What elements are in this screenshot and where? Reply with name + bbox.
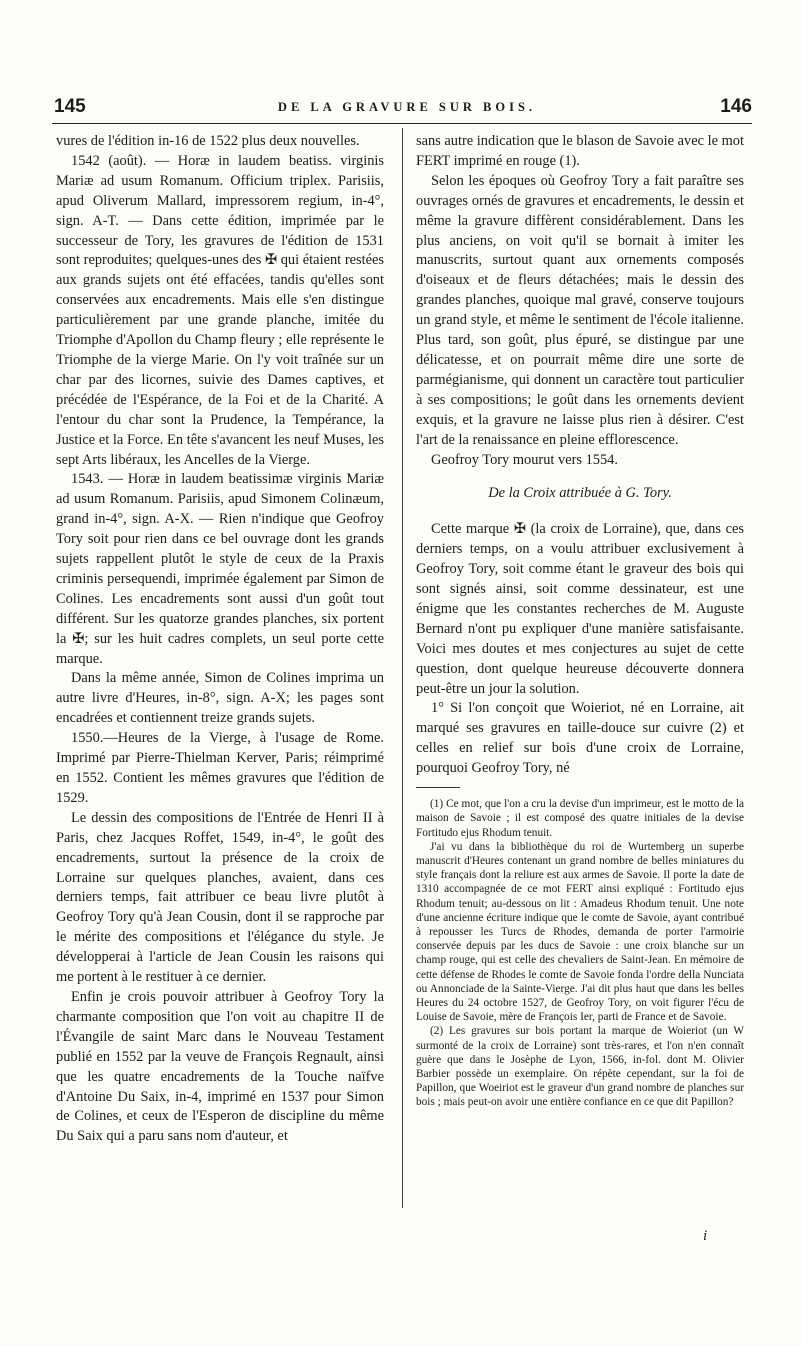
column-divider (402, 128, 403, 1208)
paragraph: Geofroy Tory mourut vers 1554. (431, 451, 618, 468)
page-header (52, 96, 752, 122)
paragraph: Dans la même année, Simon de Colines imprima un autre livre d'Heures, in-8°, sign. A-X; les pages sont encadrées et contiennent treize grands sujets. (56, 670, 384, 727)
section-heading (416, 484, 744, 504)
left-column (56, 132, 384, 1147)
footnote-rule (416, 787, 460, 788)
signature-mark: i (703, 1228, 708, 1244)
footnote: (1) Ce mot, que l'on a cru la devise d'un imprimeur, est le motto de la maison de Savoie ; il est composé des quatre initiales de la devise Fortitudo ejus Rhodum tenuit. (416, 798, 744, 839)
right-column (416, 132, 744, 1110)
paragraph: sans autre indication que le blason de Savoie avec le mot FERT imprimé en rouge (1). (416, 133, 744, 169)
paragraph: 1550.—Heures de la Vierge, à l'usage de Rome. Imprimé par Pierre-Thielman Kerver, Paris; réimprimé en 1552. Contient les mêmes gravures que l'édition de 1529. (56, 730, 384, 806)
paragraph: vures de l'édition in-16 de 1522 plus deux nouvelles. (56, 133, 360, 149)
paragraph: 1542 (août). — Horæ in laudem beatiss. virginis Mariæ ad usum Romanum. Officium triplex. Parisiis, apud Oliverum Mallard, impressorem regium, in-4°, sign. A-T. — Dans cette édition, imprimée par le successeur de Tory, les gravures de l'édition de 1531 sont reproduites; quelques-unes des ✠ qui étaient restées aux grands sujets ont été effacées, tandis qu'elles sont conservées aux encadrements. Mais elle s'en distingue particulièrement par une grande planche, imitée du Triomphe d'Apollon du Champ fleury ; elle représente le Triomphe de la vierge Marie. On l'y voit traînée sur un char par des licornes, suivie des Dames captives, et précédée de l'Espérance, de la Foi et de la Charité. A l'entour du char sont la Prudence, la Tempérance, la Justice et la Force. En tête s'avancent les neuf Muses, les sept Arts libéraux, les Ancelles de la Vierge. (56, 152, 384, 468)
section-heading-text: De la Croix attribuée à G. Tory. (488, 485, 672, 502)
running-title: DE LA GRAVURE SUR BOIS. (277, 100, 537, 114)
footnote: J'ai vu dans la bibliothèque du roi de Wurtemberg un superbe manuscrit d'Heures contenant un grand nombre de belles miniatures du style français dont la reliure est aux armes de Savoie. Il porte la date de 1310 accompagnée de ce mot FERT ainsi expliqué : Fortitudo ejus Rhodum tenuit; au-dessous on lit : Amadeus Rhodum tenuit. Une note d'une ancienne écriture indique que le comte de Savoie, ayant contribué à repousser les Turcs de Rhodes, demanda de porter l'armoirie conservée depuis par les ducs de Savoie : une croix blanche sur un champ rouge, qui est celle des chevaliers de Saint-Jean. En mémoire de cette défense de Rhodes le comte de Savoie fonda l'ordre della Nunciata ou Annonciade de la Sainte-Vierge. J'ai dit plus haut que dans les belles Heures du 24 octobre 1527, de Geofroy Tory, on voit figurer l'écu de Louise de Savoie, mère de François Ier, parti de France et de Savoie. (416, 840, 744, 1024)
footnotes (416, 797, 744, 1109)
header-rule (52, 123, 752, 124)
footnote: (2) Les gravures sur bois portant la marque de Woieriot (un W surmonté de la croix de Lorraine) sont très-rares, et l'on n'en connaît guère que dans le Josèphe de Lyon, 1566, in-fol. dont M. Olivier Barbier possède un exemplaire. On répète cependant, sur la foi de Papillon, que Woeiriot est le graveur d'un grand nombre de planches sur bois ; mais peut-on avoir une entière confiance en ce que dit Papillon? (416, 1025, 744, 1109)
paragraph: 1° Si l'on conçoit que Woieriot, né en Lorraine, ait marqué ses gravures en taille-douce sur cuivre (2) et celles en relief sur bois d'une croix de Lorraine, pourquoi Geofroy Tory, né (416, 700, 744, 777)
paragraph: Cette marque ✠ (la croix de Lorraine), que, dans ces derniers temps, on a voulu attribuer exclusivement à Geofroy Tory, soit comme étant le graveur des bois qui sont signés ainsi, soit comme dessinateur, est une énigme que les constantes recherches de M. Auguste Bernard n'ont pu expliquer d'une manière satisfaisante. Voici mes doutes et mes conjectures au sujet de cette question, dont quelque heureuse découverte donnera peut-être un jour la solution. (416, 521, 744, 697)
paragraph: Enfin je crois pouvoir attribuer à Geofroy Tory la charmante composition que l'on voit au chapitre II de l'Évangile de saint Marc dans le Nouveau Testament publié en 1552 par la veuve de François Regnault, ainsi que les quatre encadrements de la Touche naïfve d'Antoine Du Saix, in-4, imprimé en 1537 pour Simon de Colines, et ceux de l'Esperon de discipline du même Du Saix qui a paru sans nom d'auteur, et (56, 988, 384, 1145)
page-number-left: 145 (54, 96, 86, 117)
paragraph: Le dessin des compositions de l'Entrée de Henri II à Paris, chez Jacques Roffet, 1549, in-4°, le goût des encadrements, surtout la présence de la croix de Lorraine sur quelques planches, avaient, dans ces derniers temps, fait attribuer ce beau livre plutôt à Geofroy Tory qu'à Jean Cousin, dont il se rapproche par le mérite des compositions et l'élégance du style. Je développerai à l'article de Jean Cousin les raisons qui me portent à le restituer à ce dernier. (56, 809, 384, 986)
paragraph: 1543. — Horæ in laudem beatissimæ virginis Mariæ ad usum Romanum. Parisiis, apud Simonem Colinæum, grand in-4°, sign. A-X. — Rien n'indique que Geofroy Tory soit pour rien dans ce bel ouvrage dont les grands sujets rappellent plutôt le style de ceux de la Praxis criminis persequendi, imprimée également par Simon de Colines. Les encadrements sont aussi d'un goût tout différent. Sur les quatorze grandes planches, six portent la ✠; sur les huit cadres complets, un seul porte cette marque. (56, 471, 384, 667)
paragraph: Selon les époques où Geofroy Tory a fait paraître ses ouvrages ornés de gravures et encadrements, le dessin et même la gravure diffèrent considérablement. Dans les plus anciens, on voit qu'il se bornait à imiter les manuscrits, surtout quant aux ornements composés d'oiseaux et de fleurs détachées; mais le dessin des grandes planches, quoique mal gravé, conserve toujours un grand style, et même le sentiment de l'école italienne. Plus tard, son goût, plus épuré, se distingue par une délicatesse, et on pourrait même dire une sorte de parmégianisme, qui donnent un caractère tout particulier à ses compositions; le goût dans les ornements devient exquis, et la gravure ne laisse plus rien à désirer. C'est l'art de la renaissance en pleine efflorescence. (416, 172, 744, 448)
page-number-right: 146 (720, 96, 752, 117)
